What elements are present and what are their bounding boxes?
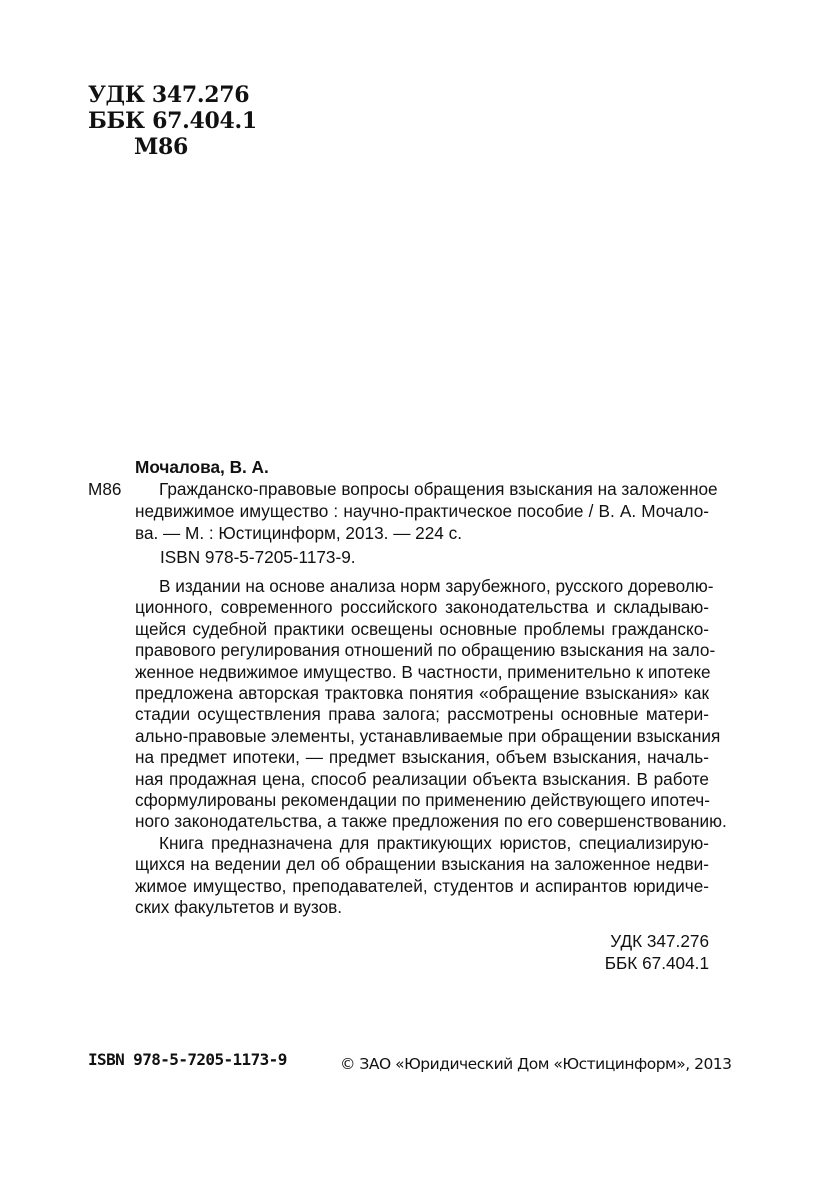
biblio-line: недвижимое имущество : научно-практическое пособие / В. А. Мочало-	[135, 501, 709, 521]
biblio-line: Гражданско-правовые вопросы обращения взыскания на заложенное	[159, 479, 718, 499]
abstract-line: правового регулирования отношений по обращению взыскания на зало-	[135, 640, 716, 661]
abstract	[135, 576, 727, 919]
abstract-line: на предмет ипотеки, — предмет взыскания, объем взыскания, началь-	[135, 747, 709, 768]
abstract-line: В издании на основе анализа норм зарубежного, русского дореволю-	[159, 576, 714, 596]
classification-header	[88, 82, 257, 160]
author-code: М86	[88, 479, 122, 499]
abstract-line: ально-правовые элементы, устанавливаемые при обращении взыскания	[135, 725, 721, 746]
abstract-line: щейся судебной практики освещены основные проблемы гражданско-	[135, 618, 709, 639]
bibliographic-description	[135, 478, 718, 544]
abstract-line: жимое имущество, преподавателей, студентов и аспирантов юридиче-	[135, 875, 709, 896]
card-classification	[605, 930, 709, 974]
author-name: Мочалова, В. А.	[135, 457, 269, 477]
card-isbn: ISBN 978-5-7205-1173-9.	[160, 547, 356, 567]
abstract-line: щихся на ведении дел об обращении взыскания на заложенное недви-	[135, 854, 709, 875]
biblio-line: ва. — М. : Юстицинформ, 2013. — 224 с.	[135, 523, 462, 543]
copyright-notice: © ЗАО «Юридический Дом «Юстицинформ», 2013	[340, 1055, 732, 1073]
abstract-line: стадии осуществления права залога; рассмотрены основные матери-	[135, 704, 709, 725]
footer-isbn: ISBN 978-5-7205-1173-9	[88, 1050, 287, 1069]
udk-code: УДК 347.276	[88, 82, 250, 108]
abstract-line: ских факультетов и вузов.	[135, 897, 343, 918]
abstract-line: ная продажная цена, способ реализации объекта взыскания. В работе	[135, 768, 709, 789]
abstract-line: Книга предназначена для практикующих юристов, специализирую-	[159, 832, 709, 853]
author-sign: М86	[134, 134, 189, 160]
card-bbk: ББК 67.404.1	[604, 953, 709, 973]
abstract-line: ционного, современного российского законодательства и складываю-	[135, 597, 709, 618]
card-udk: УДК 347.276	[610, 931, 709, 951]
abstract-line: сформулированы рекомендации по применению действующего ипотеч-	[135, 790, 710, 811]
abstract-line: женное недвижимое имущество. В частности, применительно к ипотеке	[135, 661, 711, 682]
abstract-line: предложена авторская трактовка понятия «обращение взыскания» как	[135, 683, 709, 704]
bbk-code: ББК 67.404.1	[88, 108, 257, 134]
abstract-line: ного законодательства, а также предложения по его совершенствованию.	[135, 811, 727, 832]
